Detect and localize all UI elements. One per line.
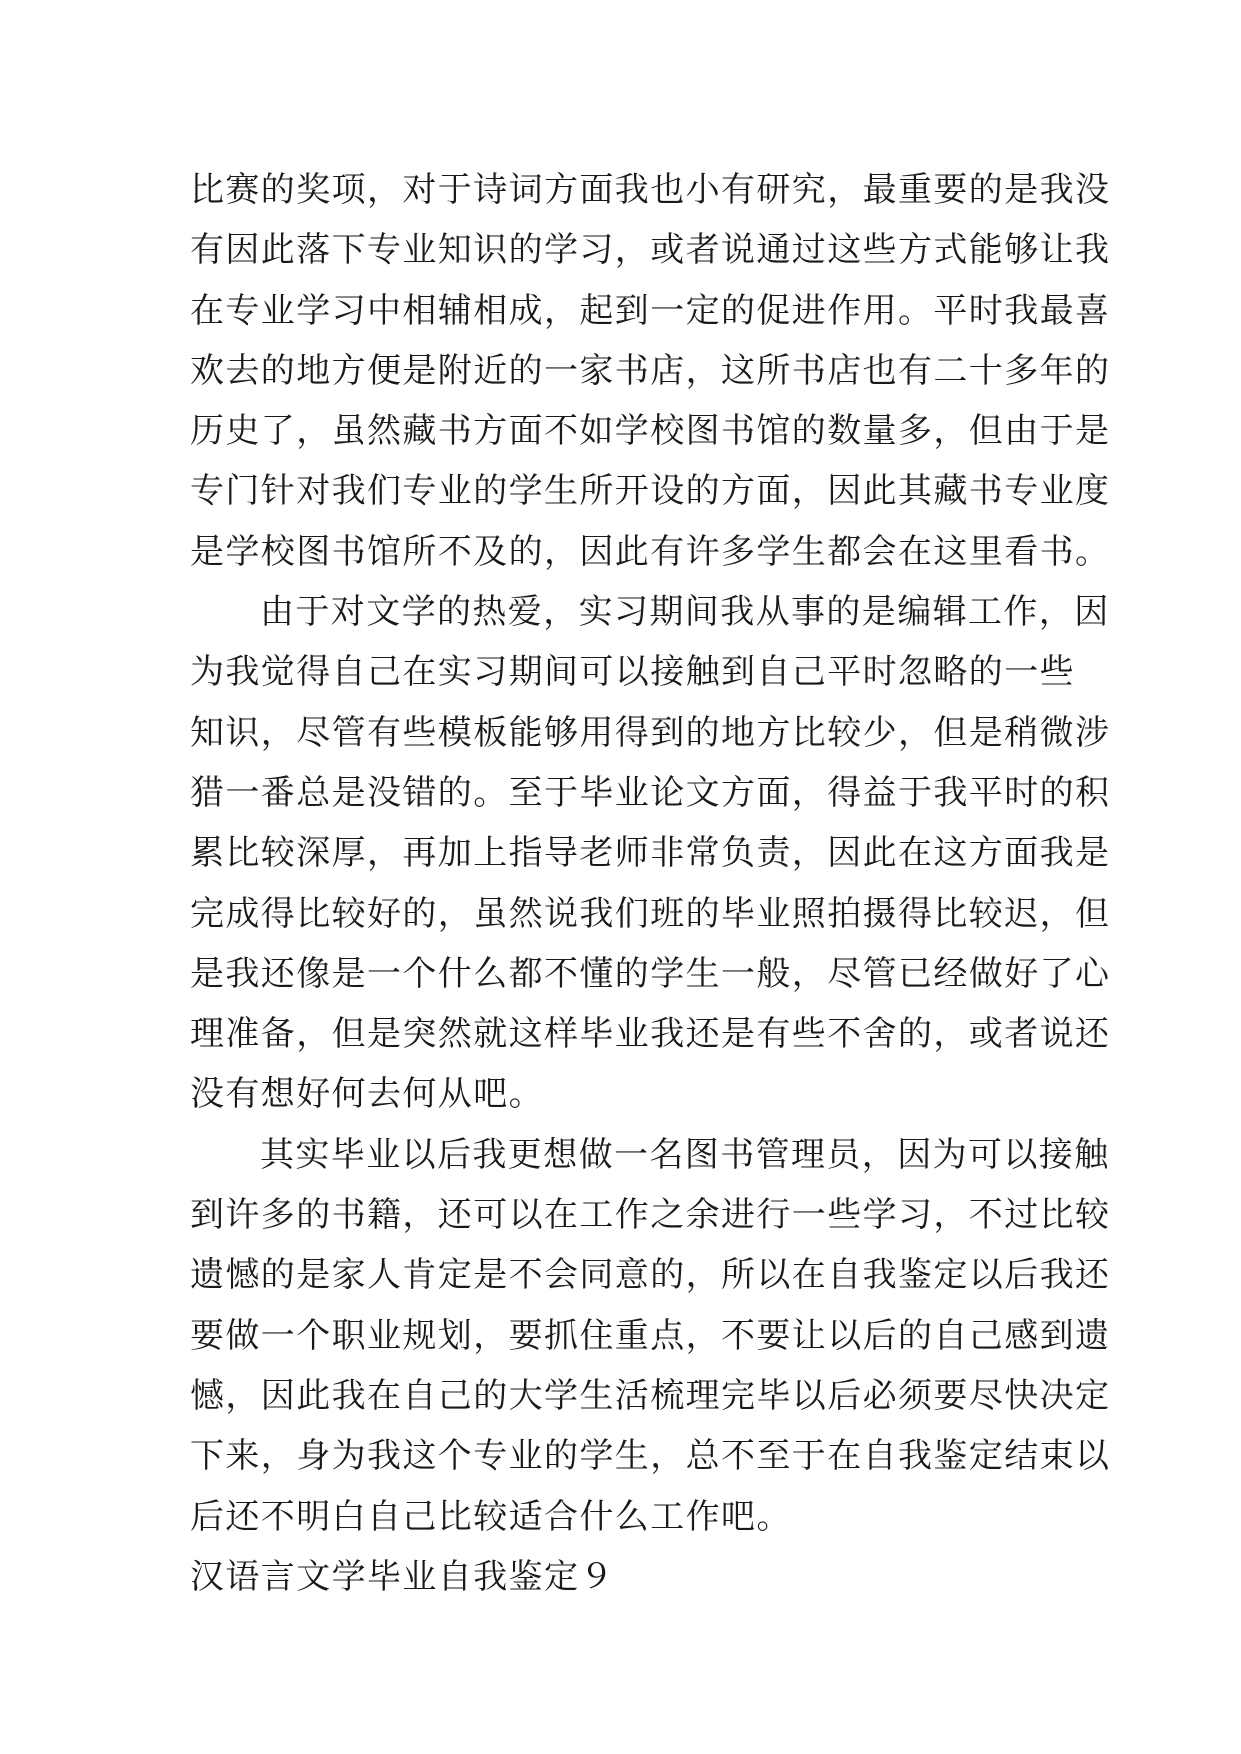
text-line: 知识，尽管有些模板能够用得到的地方比较少，但是稍微涉 [190, 712, 1111, 753]
text-line: 由于对文学的热爱，实习期间我从事的是编辑工作，因 [260, 592, 1110, 633]
text-line: 憾，因此我在自己的大学生活梳理完毕以后必须要尽快决定 [190, 1375, 1111, 1416]
text-line: 理准备，但是突然就这样毕业我还是有些不舍的，或者说还 [190, 1014, 1111, 1055]
text-line: 历史了，虽然藏书方面不如学校图书馆的数量多，但由于是 [190, 411, 1111, 452]
text-line: 有因此落下专业知识的学习，或者说通过这些方式能够让我 [190, 230, 1111, 271]
text-line: 是学校图书馆所不及的，因此有许多学生都会在这里看书。 [190, 531, 1111, 572]
document-body [190, 160, 1111, 1607]
text-line: 在专业学习中相辅相成，起到一定的促进作用。平时我最喜 [190, 290, 1111, 331]
text-line: 专门针对我们专业的学生所开设的方面，因此其藏书专业度 [190, 471, 1111, 512]
text-line: 是我还像是一个什么都不懂的学生一般，尽管已经做好了心 [190, 953, 1111, 994]
text-line: 猎一番总是没错的。至于毕业论文方面，得益于我平时的积 [190, 772, 1111, 813]
text-line: 没有想好何去何从吧。 [190, 1074, 544, 1115]
text-line: 欢去的地方便是附近的一家书店，这所书店也有二十多年的 [190, 350, 1111, 391]
text-line: 到许多的书籍，还可以在工作之余进行一些学习，不过比较 [190, 1195, 1111, 1236]
text-line: 遗憾的是家人肯定是不会同意的，所以在自我鉴定以后我还 [190, 1255, 1111, 1296]
text-line: 完成得比较好的，虽然说我们班的毕业照拍摄得比较迟，但 [190, 893, 1111, 934]
text-line: 比赛的奖项，对于诗词方面我也小有研究，最重要的是我没 [190, 170, 1111, 210]
section-heading: 汉语言文学毕业自我鉴定９ [190, 1556, 615, 1597]
text-line: 要做一个职业规划，要抓住重点，不要让以后的自己感到遗 [190, 1315, 1111, 1356]
text-line: 累比较深厚，再加上指导老师非常负责，因此在这方面我是 [190, 833, 1111, 874]
text-line: 后还不明白自己比较适合什么工作吧。 [190, 1496, 792, 1537]
text-line: 其实毕业以后我更想做一名图书管理员，因为可以接触 [260, 1134, 1110, 1175]
text-line: 下来，身为我这个专业的学生，总不至于在自我鉴定结束以 [190, 1436, 1111, 1477]
text-line: 为我觉得自己在实习期间可以接触到自己平时忽略的一些 [190, 652, 1075, 693]
